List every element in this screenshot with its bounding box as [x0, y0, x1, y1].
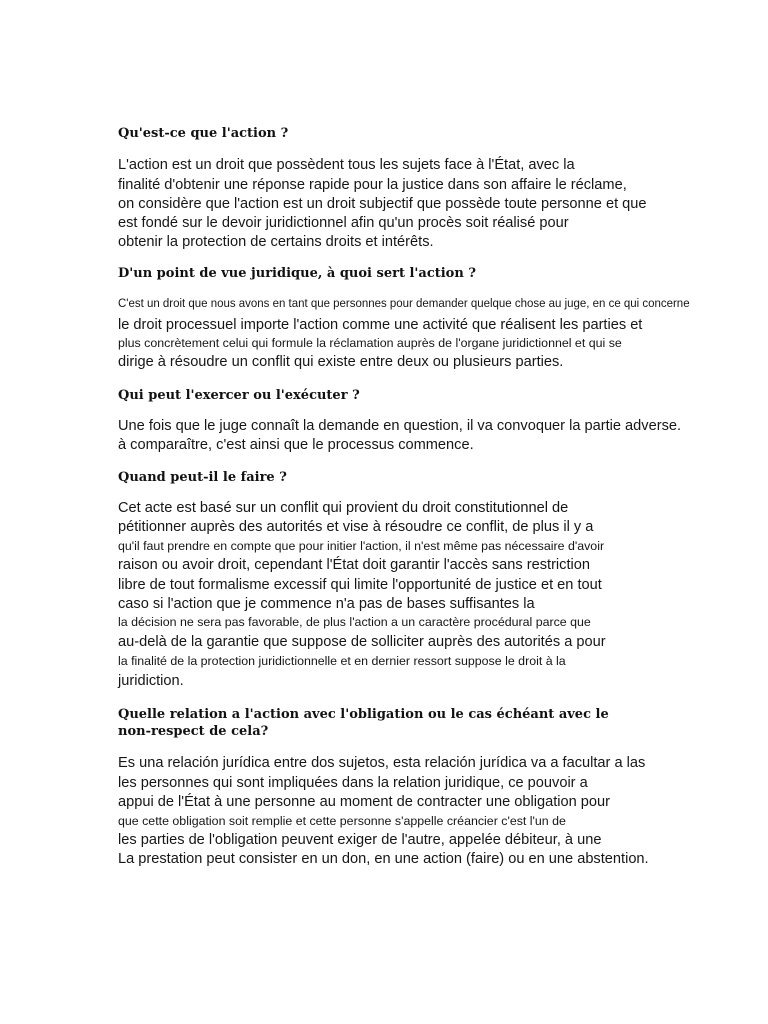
paragraph-line: à comparaître, c'est ainsi que le processus commence.	[118, 437, 474, 453]
paragraph-line: que cette obligation soit remplie et cette personne s'appelle créancier c'est l'un de	[118, 814, 566, 828]
section-heading: Qu'est-ce que l'action ?	[118, 126, 289, 141]
section-heading: D'un point de vue juridique, à quoi sert l'action ?	[118, 266, 476, 281]
paragraph-line: les personnes qui sont impliquées dans la relation juridique, ce pouvoir a	[118, 775, 588, 791]
paragraph-line: finalité d'obtenir une réponse rapide pour la justice dans son affaire le réclame,	[118, 177, 627, 193]
paragraph-line: les parties de l'obligation peuvent exiger de l'autre, appelée débiteur, à une	[118, 832, 602, 848]
paragraph-line: plus concrètement celui qui formule la réclamation auprès de l'organe juridictionnel et qui se	[118, 336, 622, 350]
paragraph-line: pétitionner auprès des autorités et vise à résoudre ce conflit, de plus il y a	[118, 519, 594, 535]
section-heading: Quelle relation a l'action avec l'obligation ou le cas échéant avec le	[118, 707, 609, 722]
paragraph-line: au-delà de la garantie que suppose de solliciter auprès des autorités a pour	[118, 634, 606, 650]
paragraph-line: juridiction.	[118, 673, 184, 689]
paragraph-line: Une fois que le juge connaît la demande en question, il va convoquer la partie adverse.	[118, 418, 682, 434]
paragraph-line: la décision ne sera pas favorable, de plus l'action a un caractère procédural parce que	[118, 615, 591, 629]
paragraph-line: qu'il faut prendre en compte que pour initier l'action, il n'est même pas nécessaire d'avoir	[118, 539, 605, 553]
section-heading: Quand peut-il le faire ?	[118, 470, 287, 485]
paragraph-line: raison ou avoir droit, cependant l'État doit garantir l'accès sans restriction	[118, 557, 591, 573]
section-heading: non-respect de cela?	[118, 724, 269, 739]
paragraph-line: appui de l'État à une personne au moment de contracter une obligation pour	[118, 794, 611, 810]
paragraph-line: dirige à résoudre un conflit qui existe entre deux ou plusieurs parties.	[118, 354, 564, 370]
paragraph-line: obtenir la protection de certains droits et intérêts.	[118, 234, 434, 250]
paragraph-line: libre de tout formalisme excessif qui limite l'opportunité de justice et en tout	[118, 577, 602, 593]
paragraph-line: L'action est un droit que possèdent tous les sujets face à l'État, avec la	[118, 157, 575, 173]
paragraph-line: la finalité de la protection juridictionnelle et en dernier ressort suppose le droit à la	[118, 654, 566, 668]
paragraph-line: le droit processuel importe l'action comme une activité que réalisent les parties et	[118, 317, 643, 333]
paragraph-line: est fondé sur le devoir juridictionnel afin qu'un procès soit réalisé pour	[118, 215, 569, 231]
paragraph-line: C'est un droit que nous avons en tant que personnes pour demander quelque chose au juge, en ce qui concerne	[118, 296, 690, 310]
paragraph-line: caso si l'action que je commence n'a pas de bases suffisantes la	[118, 596, 535, 612]
paragraph-line: Es una relación jurídica entre dos sujetos, esta relación jurídica va a facultar a las	[118, 755, 646, 771]
section-heading: Qui peut l'exercer ou l'exécuter ?	[118, 388, 360, 403]
paragraph-line: on considère que l'action est un droit subjectif que possède toute personne et que	[118, 196, 647, 212]
paragraph-line: La prestation peut consister en un don, en une action (faire) ou en une abstention.	[118, 851, 649, 867]
paragraph-line: Cet acte est basé sur un conflit qui provient du droit constitutionnel de	[118, 500, 569, 516]
